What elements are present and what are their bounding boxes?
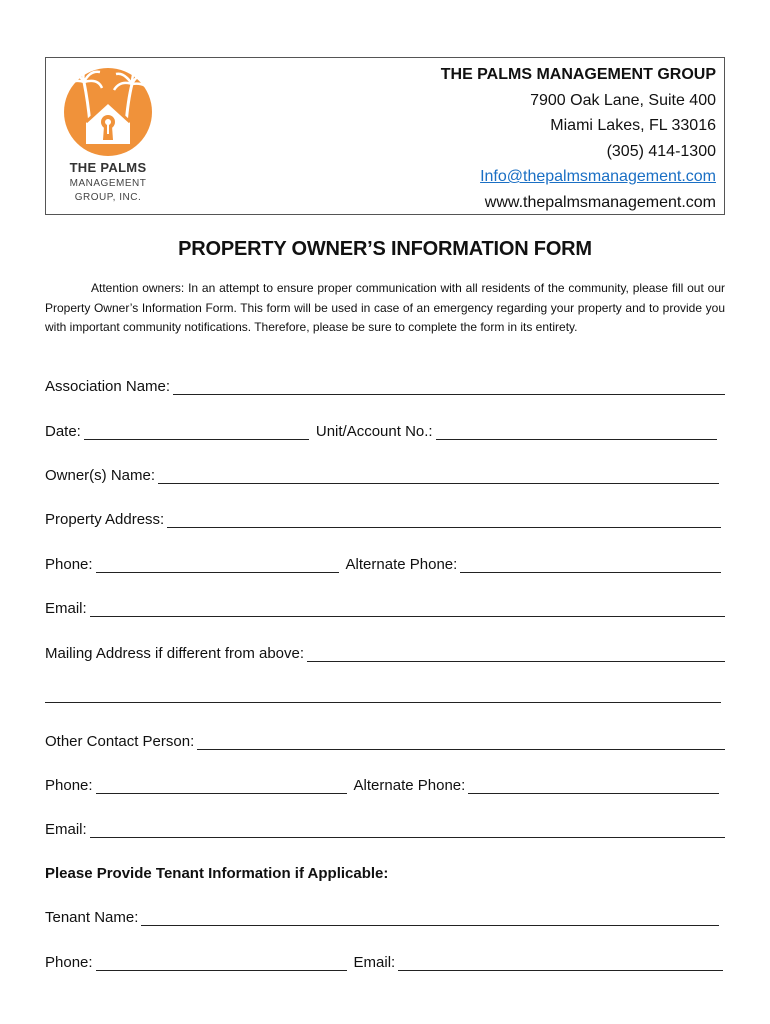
- other-contact-label: Other Contact Person:: [45, 733, 195, 750]
- logo-name: THE PALMS: [69, 160, 147, 175]
- property-address-input-line[interactable]: [167, 514, 721, 528]
- contact-email-input-line[interactable]: [90, 824, 725, 838]
- header-box: [45, 57, 725, 215]
- other-contact-input-line[interactable]: [197, 736, 725, 750]
- company-phone: (305) 414-1300: [606, 142, 716, 160]
- contact-phone-label: Phone:: [45, 777, 93, 794]
- mailing-address-line2[interactable]: [45, 689, 721, 703]
- email-input-line[interactable]: [90, 603, 725, 617]
- logo-line2: MANAGEMENT: [69, 178, 147, 189]
- association-field: [45, 378, 725, 395]
- owner-input-line[interactable]: [158, 470, 719, 484]
- phone-label: Phone:: [45, 556, 93, 573]
- email-label: Email:: [45, 600, 87, 617]
- phone-input-line[interactable]: [96, 559, 339, 573]
- tenant-phone-label: Phone:: [45, 954, 93, 971]
- property-address-label: Property Address:: [45, 511, 165, 528]
- mailing-address-field: [45, 645, 725, 662]
- intro-paragraph: Attention owners: In an attempt to ensure proper communication with all residents of the community, please fill out our Property Owner’s Information Form. This form will be used in case of an emergency regarding your property and to provide you with important community notifications. Therefore, please be sure to complete the form in its entirety.: [45, 281, 725, 334]
- date-label: Date:: [45, 423, 81, 440]
- association-input-line[interactable]: [173, 381, 725, 395]
- alt-phone-label: Alternate Phone:: [345, 556, 458, 573]
- contact-phone-row: [45, 777, 725, 794]
- contact-email-label: Email:: [45, 821, 87, 838]
- form-title: PROPERTY OWNER’S INFORMATION FORM: [178, 238, 592, 260]
- unit-label: Unit/Account No.:: [315, 423, 433, 440]
- tenant-name-label: Tenant Name:: [45, 909, 139, 926]
- palm-house-icon: [60, 64, 156, 160]
- other-contact-field: [45, 733, 725, 750]
- date-input-line[interactable]: [84, 426, 309, 440]
- company-email-link[interactable]: Info@thepalmsmanagement.com: [480, 168, 716, 185]
- mailing-address-input-line[interactable]: [307, 648, 725, 662]
- owner-label: Owner(s) Name:: [45, 467, 156, 484]
- email-field: [45, 600, 725, 617]
- mailing-address-label: Mailing Address if different from above:: [45, 645, 305, 662]
- street-address: 7900 Oak Lane, Suite 400: [530, 91, 716, 109]
- date-unit-row: [45, 423, 725, 440]
- association-label: Association Name:: [45, 378, 171, 395]
- company-name: THE PALMS MANAGEMENT GROUP: [440, 66, 716, 83]
- contact-phone-input-line[interactable]: [96, 780, 347, 794]
- unit-input-line[interactable]: [436, 426, 717, 440]
- property-address-field: [45, 511, 725, 528]
- city-state-zip: Miami Lakes, FL 33016: [550, 117, 716, 134]
- contact-block: [441, 62, 716, 215]
- phone-row: [45, 556, 725, 573]
- contact-email-field: [45, 821, 725, 838]
- tenant-name-field: [45, 909, 725, 926]
- tenant-email-label: Email:: [353, 954, 396, 971]
- company-logo: [60, 64, 156, 210]
- tenant-section-heading: Please Provide Tenant Information if Applicable:: [45, 865, 389, 882]
- tenant-phone-row: [45, 954, 725, 971]
- logo-line3: GROUP, INC.: [74, 192, 142, 203]
- tenant-name-input-line[interactable]: [141, 912, 719, 926]
- company-website: www.thepalmsmanagement.com: [484, 193, 716, 211]
- tenant-email-input-line[interactable]: [398, 957, 723, 971]
- mailing-address-continued: [45, 689, 725, 703]
- owner-field: [45, 467, 725, 484]
- contact-alt-phone-label: Alternate Phone:: [353, 777, 466, 794]
- alt-phone-input-line[interactable]: [460, 559, 721, 573]
- tenant-phone-input-line[interactable]: [96, 957, 347, 971]
- contact-alt-phone-input-line[interactable]: [468, 780, 719, 794]
